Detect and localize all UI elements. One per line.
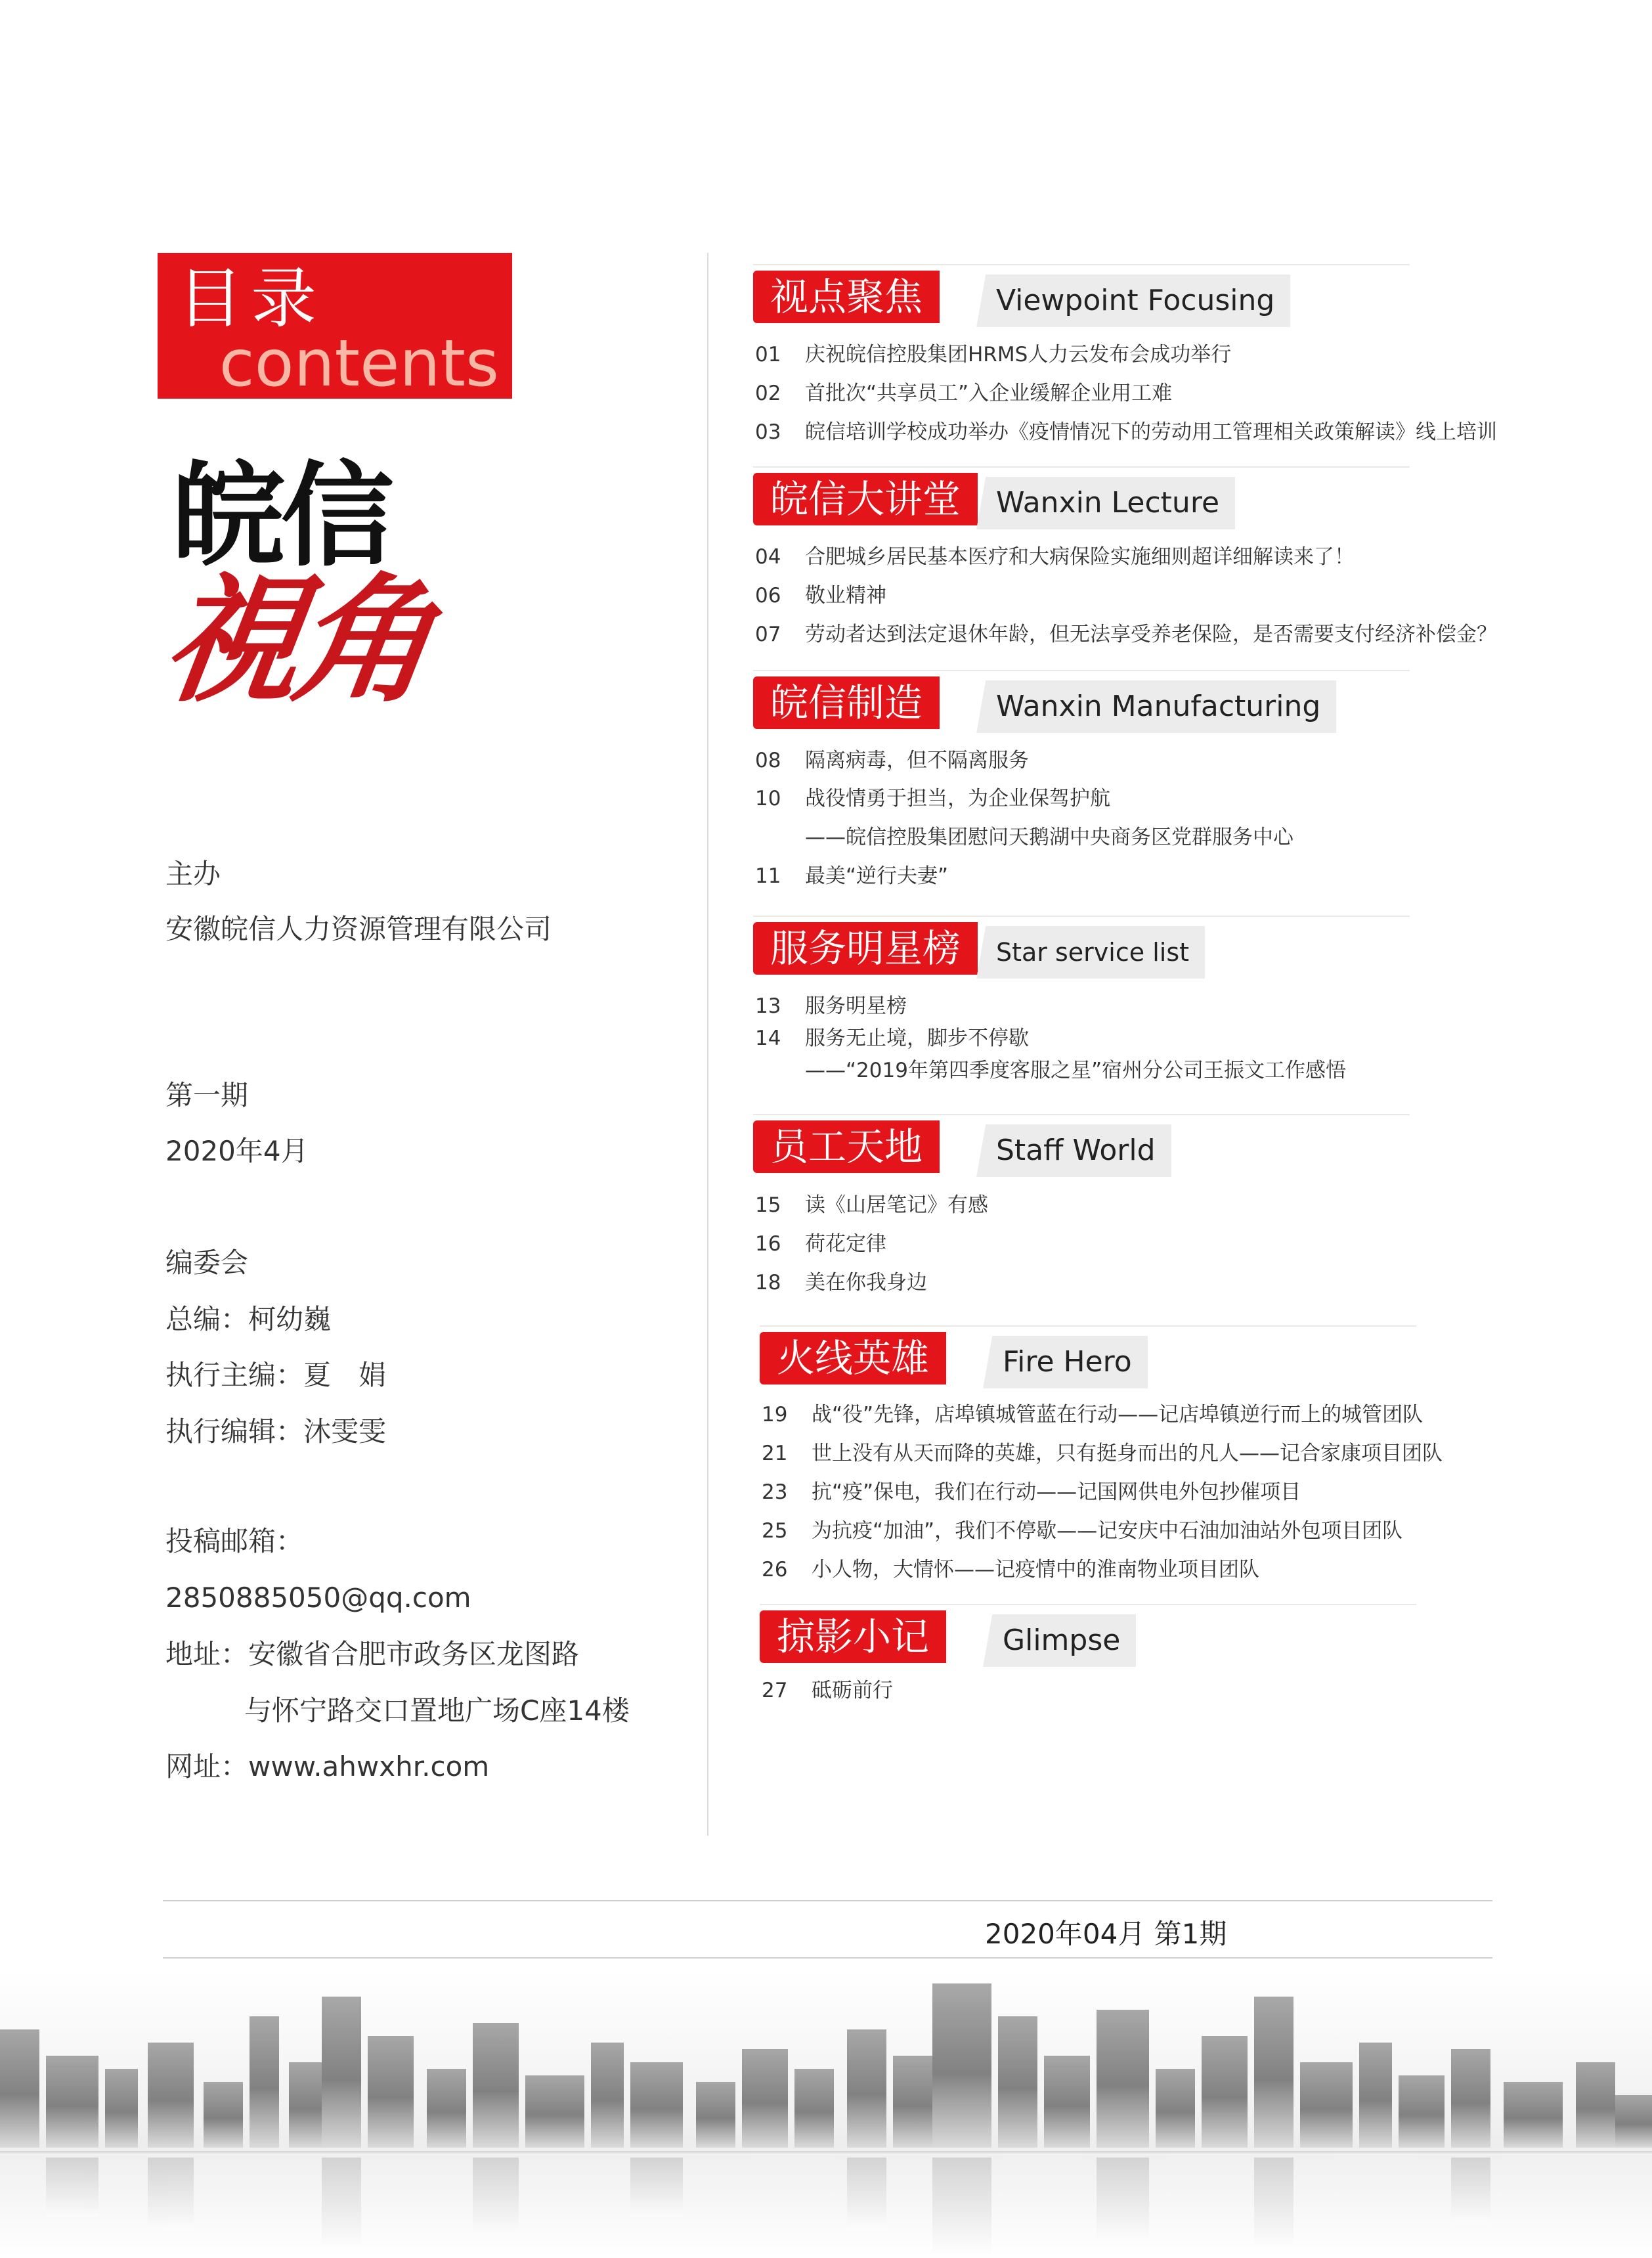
section-rule: [760, 1604, 1416, 1605]
toc-item-subtitle: ——皖信控股集团慰问天鹅湖中央商务区党群服务中心: [805, 826, 1293, 849]
column-divider: [707, 253, 708, 1836]
toc-item[interactable]: 06 敬业精神: [755, 584, 886, 608]
email-address[interactable]: 2850885050@qq.com: [165, 1582, 471, 1614]
section-rule: [753, 264, 1410, 265]
address-line1: 地址：安徽省合肥市政务区龙图路: [165, 1638, 580, 1670]
toc-item[interactable]: 25 为抗疫“加油”，我们不停歇——记安庆中石油加油站外包项目团队: [762, 1519, 1403, 1543]
issue-number: 第一期: [165, 1079, 249, 1111]
footer-rule-top: [163, 1900, 1492, 1901]
toc-item[interactable]: 08 隔离病毒，但不隔离服务: [755, 749, 1029, 772]
section-header: [753, 913, 1410, 979]
city-skyline-illustration: [0, 1970, 1652, 2258]
section-title-cn: 皖信制造: [753, 676, 940, 729]
section-title-cn: 视点聚焦: [753, 271, 940, 323]
toc-item[interactable]: 04 合肥城乡居民基本医疗和大病保险实施细则超详细解读来了！: [755, 545, 1355, 569]
section-title-cn: 服务明星榜: [753, 922, 978, 975]
section-header: [760, 1601, 1416, 1667]
toc-item[interactable]: 19 战“役”先锋，店埠镇城管蓝在行动——记店埠镇逆行而上的城管团队: [762, 1403, 1424, 1427]
toc-title-en: contents: [219, 326, 499, 401]
toc-item[interactable]: 02 首批次“共享员工”入企业缓解企业用工难: [755, 382, 1173, 405]
section-rule: [753, 670, 1410, 671]
toc-item[interactable]: 07 劳动者达到法定退休年龄，但无法享受养老保险，是否需要支付经济补偿金？: [755, 623, 1497, 646]
host-label: 主办: [165, 858, 221, 890]
toc-title-cn: 目录: [177, 260, 324, 337]
toc-item[interactable]: 13 服务明星榜: [755, 994, 907, 1018]
section-header: [753, 667, 1410, 733]
footer-rule-bottom: [163, 1957, 1492, 1959]
toc-item[interactable]: 01 庆祝皖信控股集团HRMS人力云发布会成功举行: [755, 343, 1232, 366]
toc-item[interactable]: 03 皖信培训学校成功举办《疫情情况下的劳动用工管理相关政策解读》线上培训: [755, 420, 1497, 444]
section-header: [753, 1111, 1410, 1177]
toc-item[interactable]: 16 荷花定律: [755, 1232, 886, 1256]
website[interactable]: 网址：www.ahwxhr.com: [165, 1750, 490, 1782]
toc-item[interactable]: 18 美在你我身边: [755, 1271, 927, 1295]
section-title-en: Glimpse: [983, 1614, 1136, 1667]
section-header: [760, 1323, 1416, 1388]
brand-logo-line1: 皖信: [172, 450, 390, 582]
section-rule: [753, 466, 1410, 468]
email-label: 投稿邮箱：: [165, 1525, 304, 1557]
section-title-en: Fire Hero: [983, 1336, 1148, 1388]
section-title-en: Viewpoint Focusing: [976, 275, 1290, 327]
toc-item[interactable]: 10 战役情勇于担当，为企业保驾护航: [755, 787, 1110, 810]
section-title-en: Wanxin Manufacturing: [976, 680, 1336, 733]
section-title-en: Staff World: [976, 1124, 1171, 1177]
toc-item[interactable]: 15 读《山居笔记》有感: [755, 1193, 988, 1217]
toc-item-subtitle: ——“2019年第四季度客服之星”宿州分公司王振文工作感悟: [805, 1059, 1347, 1082]
section-title-en: Star service list: [976, 926, 1205, 979]
toc-title-box: [158, 253, 512, 399]
section-rule: [753, 916, 1410, 917]
toc-item[interactable]: 11 最美“逆行夫妻”: [755, 864, 949, 888]
section-rule: [753, 1114, 1410, 1115]
host-value: 安徽皖信人力资源管理有限公司: [165, 913, 552, 945]
toc-item[interactable]: 14 服务无止境，脚步不停歇: [755, 1027, 1029, 1050]
section-title-cn: 掠影小记: [760, 1610, 946, 1663]
chief-editor: 总编：柯幼巍: [165, 1303, 332, 1335]
issue-date: 2020年4月: [165, 1135, 309, 1167]
committee-label: 编委会: [165, 1247, 249, 1279]
address-line2: 与怀宁路交口置地广场C座14楼: [244, 1694, 630, 1727]
section-title-cn: 皖信大讲堂: [753, 473, 978, 525]
section-title-en: Wanxin Lecture: [976, 477, 1235, 529]
footer-date-issue: 2020年04月 第1期: [985, 1918, 1227, 1950]
section-rule: [760, 1325, 1416, 1327]
toc-item[interactable]: 26 小人物，大情怀——记疫情中的淮南物业项目团队: [762, 1558, 1259, 1582]
exec-chief-editor: 执行主编：夏 娟: [165, 1359, 387, 1391]
section-header: [753, 464, 1410, 529]
toc-item[interactable]: 27 砥砺前行: [762, 1679, 893, 1702]
section-title-cn: 员工天地: [753, 1120, 940, 1173]
toc-item[interactable]: 21 世上没有从天而降的英雄，只有挺身而出的凡人——记合家康项目团队: [762, 1442, 1443, 1465]
section-header: [753, 261, 1410, 327]
section-title-cn: 火线英雄: [760, 1332, 946, 1384]
toc-item[interactable]: 23 抗“疫”保电，我们在行动——记国网供电外包抄催项目: [762, 1480, 1301, 1504]
exec-editor: 执行编辑：沐雯雯: [165, 1415, 387, 1448]
brand-logo-line2: 視角: [152, 559, 439, 721]
